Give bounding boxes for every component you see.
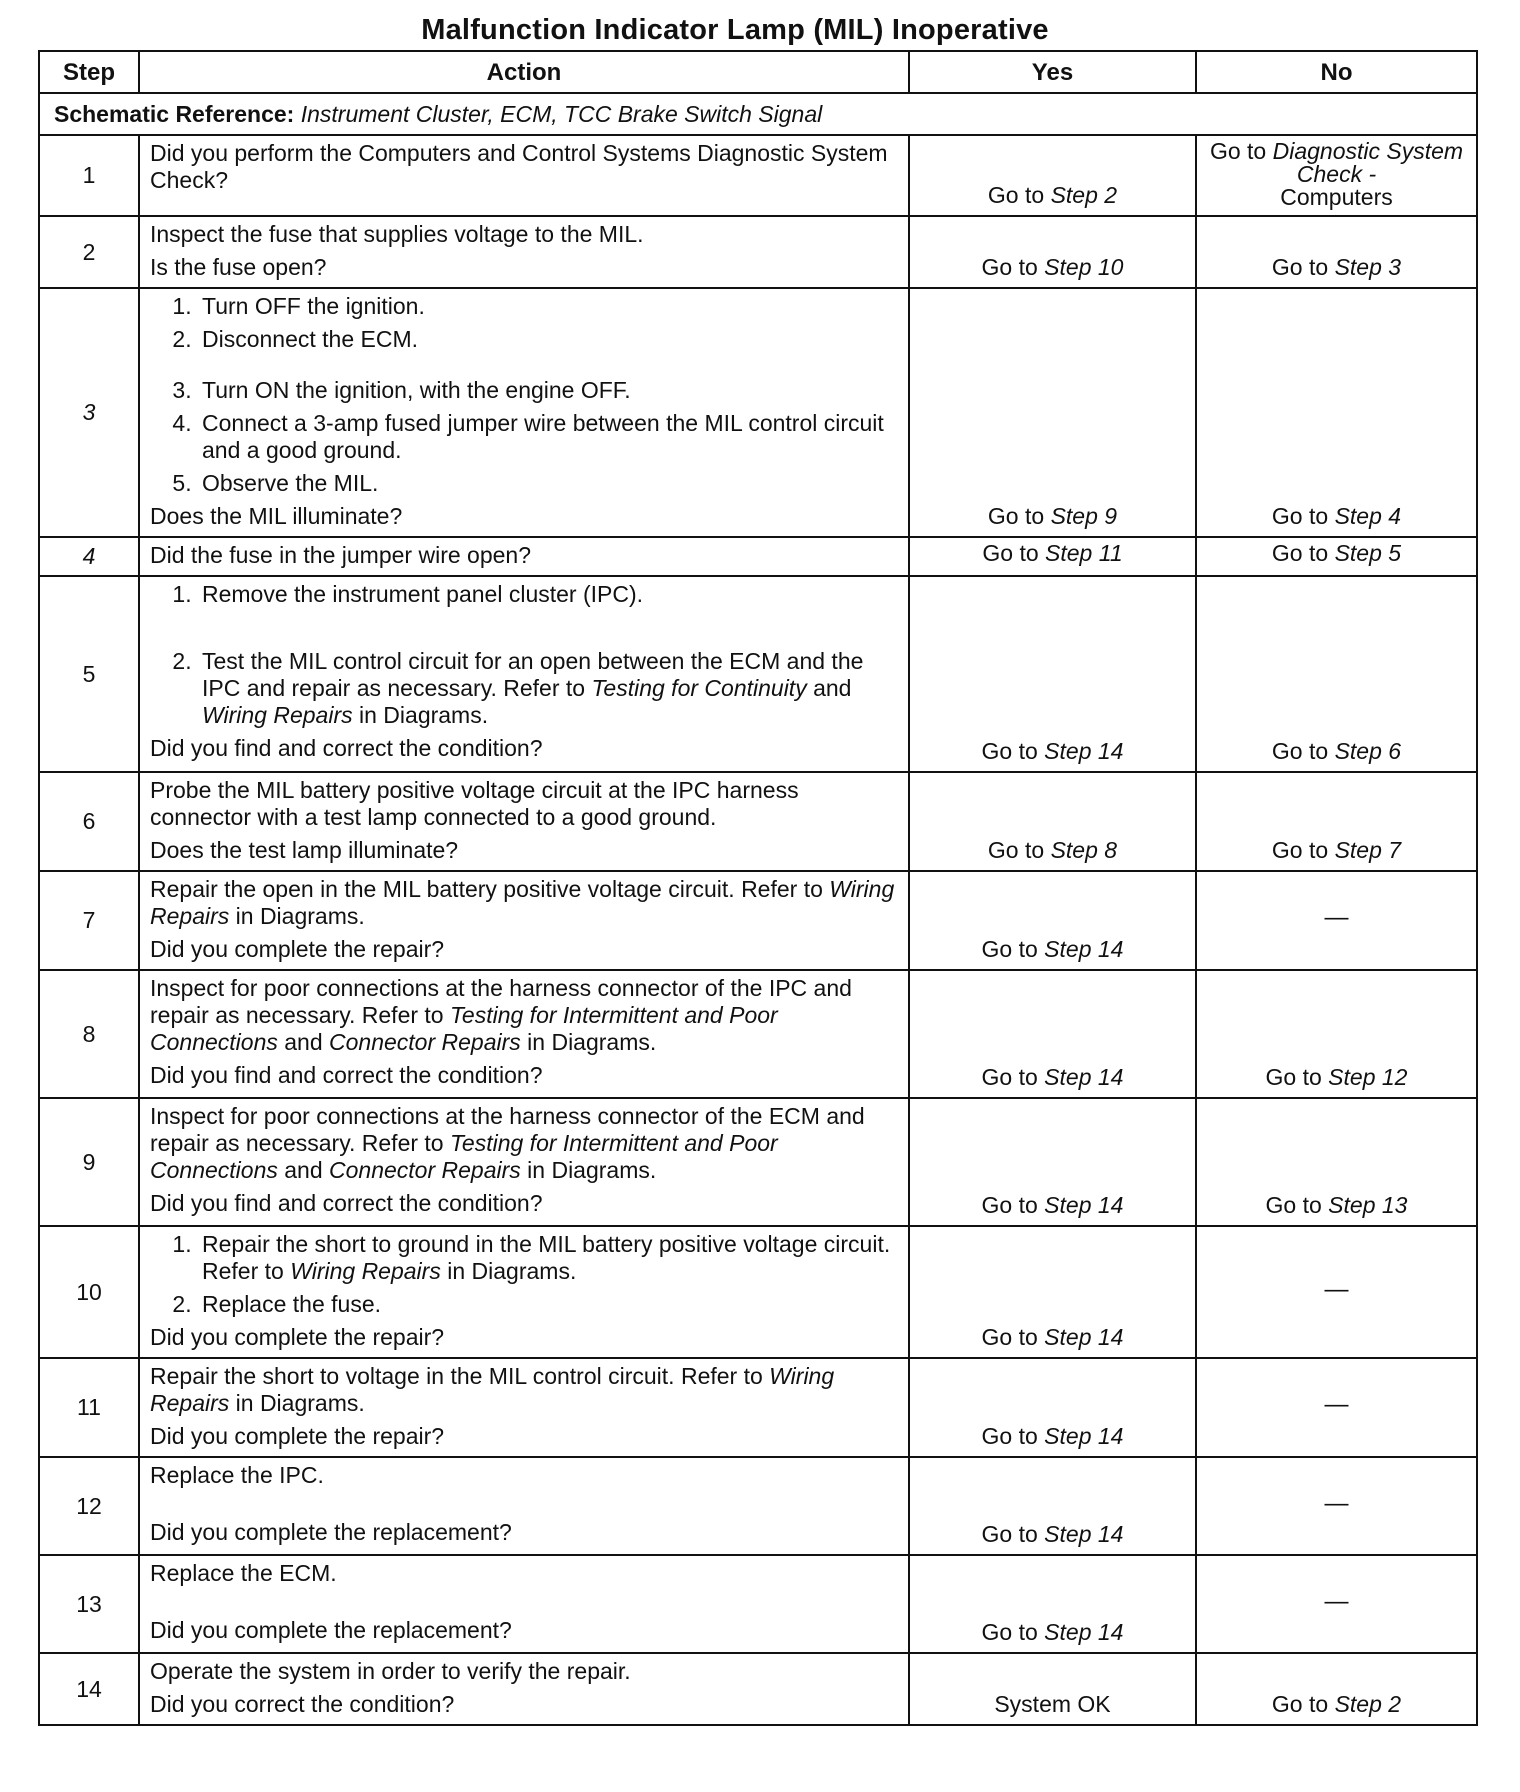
go-to-label: Go to [1265,1064,1322,1090]
list-item-text: Repair the short to ground in the MIL battery positive voltage circuit. Refer to [202,1231,891,1284]
step-link[interactable]: Step 14 [1044,1192,1124,1218]
step-number: 10 [39,1226,139,1358]
schematic-value: Instrument Cluster, ECM, TCC Brake Switch Signal [300,100,823,127]
diagnostic-table [38,50,1478,1726]
yes-cell [909,970,1196,1098]
table-row [39,216,1477,288]
step-number: 3 [39,288,139,537]
action-text: Did you perform the Computers and Control Systems Diagnostic System Check? [150,140,888,193]
action-text-part: Repair the open in the MIL battery positive voltage circuit. Refer to [150,876,823,902]
go-to-label: Go to [982,540,1039,566]
go-to-label: Go to [1271,837,1329,863]
step-number: 14 [39,1653,139,1725]
action-cell [139,970,909,1098]
yes-cell [909,216,1196,288]
action-text: Probe the MIL battery positive voltage circuit at the IPC harness connector with a test lamp connected to a good ground. [150,777,799,830]
list-item: 1. Remove the instrument panel cluster (IPC). [198,581,898,608]
schematic-label: Schematic Reference: [54,100,295,127]
spacer [150,1587,898,1611]
header-action: Action [139,51,909,93]
no-cell [1196,576,1477,772]
header-yes: Yes [909,51,1196,93]
step-link[interactable]: Step 14 [1044,1521,1124,1547]
step-number: 12 [39,1457,139,1555]
go-to-label: Go to [981,1064,1038,1090]
action-text: Inspect the fuse that supplies voltage to the MIL. [150,221,644,247]
action-text [150,876,898,930]
step-number: 7 [39,871,139,970]
step-number: 13 [39,1555,139,1653]
reference-link[interactable]: Wiring Repairs [150,1363,835,1416]
step-link[interactable]: Step 4 [1334,503,1402,529]
action-question: Did you find and correct the condition? [150,735,543,761]
list-item [198,1231,898,1285]
table-row [39,537,1477,576]
step-number: 4 [39,537,139,576]
reference-link[interactable]: Testing for Intermittent and Poor Connections [150,1002,778,1055]
step-link[interactable]: Step 5 [1334,540,1402,566]
action-question: Did you complete the replacement? [150,1519,512,1545]
reference-link[interactable]: Testing for Intermittent and Poor Connections [150,1130,778,1183]
no-cell [1196,970,1477,1098]
go-to-label: Go to [981,254,1038,280]
header-row [39,51,1477,93]
action-text: Replace the ECM. [150,1560,337,1586]
action-text-part: Repair the short to voltage in the MIL control circuit. Refer to [150,1363,763,1389]
yes-cell [909,1555,1196,1653]
no-cell [1196,772,1477,871]
list-item: 2. Disconnect the ECM. [198,326,898,353]
step-link[interactable]: Step 8 [1050,837,1118,863]
spacer [150,1489,898,1513]
action-cell [139,216,909,288]
action-text-end: in Diagrams. [527,1157,657,1183]
no-cell-dash: — [1196,1555,1477,1653]
action-question: Did you find and correct the condition? [150,1062,543,1088]
list-item: 2. Replace the fuse. [198,1291,898,1318]
action-question: Did you find and correct the condition? [150,1190,543,1216]
list-item: 1. Turn OFF the ignition. [198,293,898,320]
action-text [150,1363,898,1417]
table-row [39,1098,1477,1226]
step-link[interactable]: Step 14 [1044,1064,1124,1090]
go-to-label: Go to [981,1192,1038,1218]
connector-word: and [284,1157,323,1183]
step-link[interactable]: Step 14 [1044,1423,1124,1449]
step-link[interactable]: Step 2 [1050,182,1118,208]
action-cell [139,135,909,216]
table-row [39,576,1477,772]
step-number: 11 [39,1358,139,1457]
action-cell [139,1457,909,1555]
step-link[interactable]: Step 9 [1050,503,1118,529]
action-cell [139,1098,909,1226]
table-row [39,135,1477,216]
yes-cell [909,288,1196,537]
header-no: No [1196,51,1477,93]
no-cell-dash: — [1196,1226,1477,1358]
table-row [39,1653,1477,1725]
go-to-label: Go to [1271,738,1329,764]
table-row [39,288,1477,537]
list-item-end: in Diagrams. [447,1258,577,1284]
step-number: 5 [39,576,139,772]
action-list [150,581,898,729]
schematic-reference [39,93,1477,135]
step-link[interactable]: Step 10 [1044,254,1124,280]
yes-cell [909,1457,1196,1555]
go-to-label: Go to [981,1521,1038,1547]
action-text: Replace the IPC. [150,1462,324,1488]
list-item-end: in Diagrams. [359,702,489,728]
reference-link[interactable]: Connector Repairs [329,1157,521,1183]
table-row [39,1358,1477,1457]
diagnostic-check-link[interactable]: Diagnostic System Check - [1272,138,1464,187]
table-row [39,772,1477,871]
step-number: 9 [39,1098,139,1226]
no-cell-dash: — [1196,871,1477,970]
no-cell [1196,1653,1477,1725]
step-number: 8 [39,970,139,1098]
go-to-label: Go to [987,503,1045,529]
step-link[interactable]: Step 13 [1328,1192,1408,1218]
action-question: Is the fuse open? [150,254,327,280]
reference-link[interactable]: Wiring Repairs [150,876,895,929]
no-cell-dash: — [1196,1457,1477,1555]
action-cell [139,1555,909,1653]
connector-word: and [284,1029,323,1055]
action-question: Does the MIL illuminate? [150,503,403,529]
action-question: Did you correct the condition? [150,1691,455,1717]
no-cell [1196,288,1477,537]
step-link[interactable]: Step 6 [1334,738,1402,764]
action-text: Operate the system in order to verify the repair. [150,1658,631,1684]
no-cell-dash: — [1196,1358,1477,1457]
go-to-label: Go to [987,837,1045,863]
step-link[interactable]: Step 12 [1328,1064,1408,1090]
list-item [198,648,898,729]
go-to-label: Go to [1265,1192,1322,1218]
step-number: 1 [39,135,139,216]
action-text-end: in Diagrams. [235,903,365,929]
yes-cell [909,871,1196,970]
action-cell [139,1653,909,1725]
step-number: 6 [39,772,139,871]
go-to-label: Go to [981,1423,1038,1449]
action-question: Does the test lamp illuminate? [150,837,459,863]
table-row [39,871,1477,970]
yes-cell [909,576,1196,772]
step-link[interactable]: Step 14 [1044,1619,1124,1645]
no-cell [1196,537,1477,576]
schematic-row [39,93,1477,135]
go-to-label: Go to [987,182,1045,208]
action-text-end: in Diagrams. [235,1390,365,1416]
action-text: Did the fuse in the jumper wire open? [150,542,531,568]
action-list [150,293,898,497]
no-cell [1196,135,1477,216]
no-cell [1196,1098,1477,1226]
go-to-label: Go to [1271,1691,1329,1717]
go-to-label: Go to [1271,540,1329,566]
action-question: Did you complete the repair? [150,1423,445,1449]
yes-cell [909,1226,1196,1358]
step-link[interactable]: Step 14 [1044,936,1124,962]
step-link[interactable]: Step 7 [1334,837,1402,863]
action-question: Did you complete the repair? [150,936,445,962]
action-text [150,975,898,1056]
page-title: Malfunction Indicator Lamp (MIL) Inoperative [421,14,1049,46]
yes-cell [909,1358,1196,1457]
reference-link[interactable]: Testing for Continuity [591,675,807,701]
step-number: 2 [39,216,139,288]
action-cell [139,537,909,576]
table-row [39,1226,1477,1358]
list-item: 5. Observe the MIL. [198,470,898,497]
list-item: 3. Turn ON the ignition, with the engine OFF. [198,377,898,404]
table-row [39,970,1477,1098]
go-to-label: Go to [981,1324,1038,1350]
action-text-part: Inspect for poor connections at the harness connector of the ECM and repair as necessary. Refer to [150,1103,865,1156]
step-link[interactable]: Step 2 [1334,1691,1402,1717]
go-to-label: Go to [981,936,1038,962]
action-list [150,1231,898,1318]
reference-link[interactable]: Connector Repairs [329,1029,521,1055]
step-link[interactable]: Step 3 [1334,254,1402,280]
action-cell [139,1226,909,1358]
no-cell [1196,216,1477,288]
action-cell [139,1358,909,1457]
go-to-label: Go to [981,1619,1038,1645]
action-text-part: Inspect for poor connections at the harness connector of the IPC and repair as necessary. Refer to [150,975,852,1028]
step-link[interactable]: Step 14 [1044,738,1124,764]
action-cell [139,871,909,970]
step-link[interactable]: Step 11 [1045,540,1123,566]
reference-link[interactable]: Wiring Repairs [202,702,353,728]
go-to-label: Go to [981,738,1038,764]
action-cell [139,576,909,772]
connector-word: and [813,675,852,701]
reference-link[interactable]: Wiring Repairs [290,1258,441,1284]
yes-cell [909,135,1196,216]
yes-cell [909,772,1196,871]
no-suffix: Computers [1280,184,1393,210]
action-cell [139,288,909,537]
action-question: Did you complete the repair? [150,1324,445,1350]
action-question: Did you complete the replacement? [150,1617,512,1643]
go-to-label: Go to [1209,138,1267,164]
go-to-label: Go to [1271,254,1329,280]
list-item: 4. Connect a 3-amp fused jumper wire between the MIL control circuit and a good ground. [198,410,898,464]
table-row [39,1555,1477,1653]
yes-cell: System OK [909,1653,1196,1725]
header-step: Step [39,51,139,93]
go-to-label: Go to [1271,503,1329,529]
action-text-end: in Diagrams. [527,1029,657,1055]
table-row [39,1457,1477,1555]
list-item-text: Test the MIL control circuit for an open between the ECM and the IPC and repair as necessary. Refer to [202,648,864,701]
action-text [150,1103,898,1184]
yes-cell [909,537,1196,576]
action-cell [139,772,909,871]
yes-cell [909,1098,1196,1226]
step-link[interactable]: Step 14 [1044,1324,1124,1350]
